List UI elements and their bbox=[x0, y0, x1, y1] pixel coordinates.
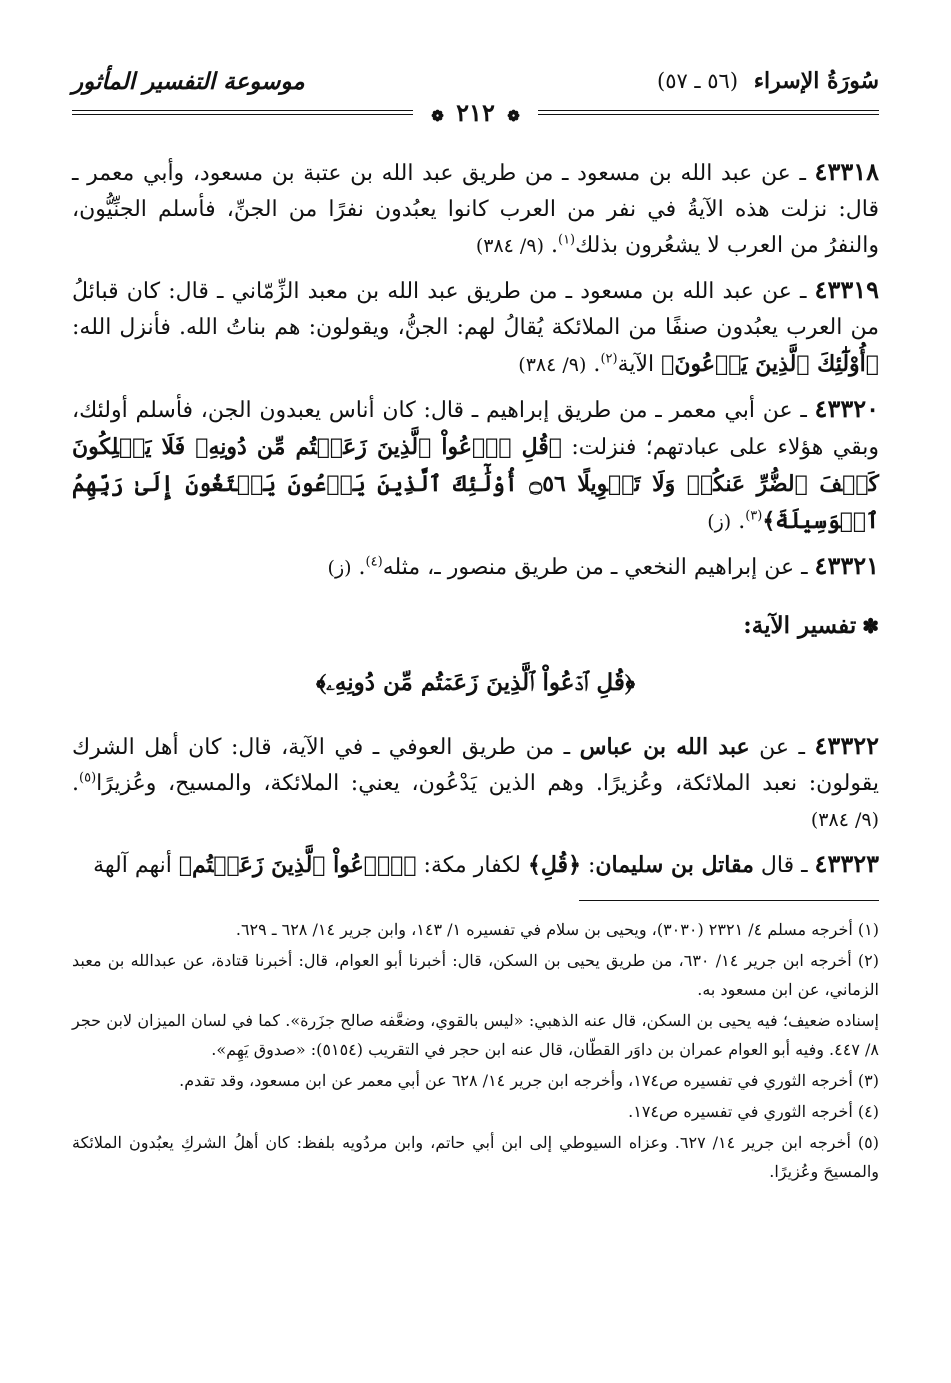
footnote: إسناده ضعيف؛ فيه يحيى بن السكن، قال عنه الذهبي: «ليس بالقوي، وضعَّفه صالح جزَرة». كما في لسان الميزان لابن حجر ٨/ ٤٤٧. وفيه أبو العوام عمران بن داوَر القطّان، قال عنه ابن حجر في التقريب (٥١٥٤): «صدوق يَهِم». bbox=[72, 1011, 879, 1059]
footnote-ref: (٤) bbox=[365, 554, 383, 570]
narration-entry: ٤٣٣١٨ ـ عن عبد الله بن مسعود ـ من طريق عبد الله بن عتبة بن مسعود، وأبي معمر ـ قال: نزلت هذه الآيةُ في نفر من العرب كانوا يعبُدون نفرًا من الجنِّ، فأسلم الجنِّيُّون، والنفرُ من العرب لا يشعُرون بذلك$^{(١)}$. (٩/ ٣٨٤) bbox=[72, 157, 879, 258]
quran-verse: ﴿أُوْلَٰٓئِكَ ٱلَّذِينَ يَدۡعُونَ﴾ bbox=[661, 351, 879, 377]
entry-text: ـ عن عبد الله بن مسعود ـ من طريق عبد الله بن معبد الزِّمّاني ـ قال: كان قبائلُ من العرب يعبُدون صنفًا من الملائكة يُقالُ لهم: الجنُّ، ويقولون: هم بناتُ الله. فأنزل الله: bbox=[72, 279, 880, 340]
surah-ayah-range: (٥٦ ـ ٥٧) bbox=[656, 69, 739, 93]
page-body bbox=[72, 154, 879, 1186]
section-title: تفسير الآية: bbox=[743, 612, 857, 639]
volume-reference: (٩/ ٣٨٤) bbox=[518, 354, 587, 376]
footnote: (٤) أخرجه الثوري في تفسيره ص١٧٤. bbox=[628, 1102, 879, 1121]
narration-entry: ٤٣٣٢٣ ـ قال مقاتل بن سليمان: ﴿قُلِ﴾ لكفار مكة: ﴿ٱدۡعُواْ ٱلَّذِينَ زَعَمۡتُم﴾ أنهم آلهة bbox=[93, 849, 879, 878]
footnote: (٥) أخرجه ابن جرير ١٤/ ٦٢٧. وعزاه السيوطي إلى ابن أبي حاتم، وابن مردُويه بلفظ: كان أهلُ الشركِ يعبُدون الملائكة والمسيحَ وعُزيرًا. bbox=[72, 1133, 879, 1181]
entry-number: ٤٣٣١٨ bbox=[814, 157, 879, 186]
ornament-icon: ❁ bbox=[507, 107, 520, 125]
entry-text: ـ عن أبي معمر ـ من طريق إبراهيم ـ قال: كان أناس يعبدون الجن، فأسلم أولئك، وبقي هؤلاء على عبادتهم؛ فنزلت: bbox=[72, 398, 879, 460]
footnote-ref: (١) bbox=[557, 232, 576, 248]
narration-entry: ٤٣٣٢٠ ـ عن أبي معمر ـ من طريق إبراهيم ـ قال: كان أناس يعبدون الجن، فأسلم أولئك، وبقي هؤلاء على عبادتهم؛ فنزلت: ﴿قُلِ ٱدۡعُواْ ٱلَّذِينَ زَعَمۡتُم مِّن دُونِهِۦ فَلَا يَمۡلِكُونَ كَشۡفَ ٱلضُّرِّ عَنكُمۡ وَلَا تَحۡوِيلًا ۝٥٦ أُوْلَٰٓئِكَ ٱلَّذِينَ يَدۡعُونَ يَبۡتَغُونَ إِلَىٰ رَبِّهِمُ ٱلۡوَسِيلَةَ﴾$^{(٣)}$. (ز) bbox=[72, 394, 880, 534]
narration-entry: ٤٣٣٢٢ ـ عن عبد الله بن عباس ـ من طريق العوفي ـ في الآية، قال: كان أهل الشرك يقولون: نعبد الملائكة، وعُزيرًا. وهم الذين يَدْعُون، يعني: الملائكة، والمسيح، وعُزيرًا$^{(٥)}$. (٩/ ٣٨٤) bbox=[72, 731, 879, 831]
volume-reference: (ز) bbox=[707, 511, 732, 533]
quran-verse: ﴿قُلِ ٱدۡعُواْ ٱلَّذِينَ زَعَمۡتُم مِّن دُونِهِۦ فَلَا يَمۡلِكُونَ كَشۡفَ ٱلضُّرِّ عَنكُمۡ وَلَا تَحۡوِيلًا ۝٥٦ أُوْلَٰٓئِكَ ٱلَّذِينَ يَدۡعُونَ يَبۡتَغُونَ إِلَىٰ رَبِّهِمُ ٱلۡوَسِيلَةَ﴾ bbox=[72, 434, 880, 534]
running-header bbox=[72, 60, 879, 127]
footnote-ref: (٥) bbox=[79, 770, 97, 786]
entry-text: ـ عن عبد الله بن مسعود ـ من طريق عبد الله بن عتبة بن مسعود، وأبي معمر ـ قال: نزلت هذه الآيةُ في نفر من العرب كانوا يعبُدون نفرًا من الجنِّ، فأسلم الجنِّيُّون، والنفرُ من العرب لا يشعُرون بذلك bbox=[72, 161, 879, 258]
volume-reference: (٩/ ٣٨٤) bbox=[810, 809, 879, 831]
volume-reference: (ز) bbox=[327, 557, 352, 579]
flower-icon: ✽ bbox=[862, 614, 879, 638]
entry-number: ٤٣٣٢٢ bbox=[814, 731, 879, 760]
page bbox=[72, 60, 879, 1363]
narrator-name: عبد الله بن عباس bbox=[579, 734, 750, 760]
page-number-box bbox=[413, 98, 538, 127]
surah-title: سُورَةُ الإسراء bbox=[753, 68, 879, 94]
footnote-ref: (٣) bbox=[745, 508, 763, 524]
narration-entry: ٤٣٣٢١ ـ عن إبراهيم النخعي ـ من طريق منصور ـ، مثله$^{(٤)}$. (ز) bbox=[327, 551, 879, 580]
footnote: (١) أخرجه مسلم ٤/ ٢٣٢١ (٣٠٣٠)، ويحيى بن سلام في تفسيره ١/ ١٤٣، وابن جرير ١٤/ ٦٢٨ ـ ٦٢٩. bbox=[235, 920, 879, 939]
page-number: ٢١٢ bbox=[456, 98, 495, 127]
entry-number: ٤٣٣٢٠ bbox=[814, 394, 879, 423]
volume-reference: (٩/ ٣٨٤) bbox=[475, 235, 544, 257]
quran-verse: ﴿ٱدۡعُواْ ٱلَّذِينَ زَعَمۡتُم﴾ bbox=[178, 852, 417, 878]
footnote-separator bbox=[579, 900, 879, 901]
narration-entry: ٤٣٣١٩ ـ عن عبد الله بن مسعود ـ من طريق عبد الله بن معبد الزِّمّاني ـ قال: كان قبائلُ من العرب يعبُدون صنفًا من الملائكة يُقالُ لهم: الجنُّ، ويقولون: هم بناتُ الله. فأنزل الله: ﴿أُوْلَٰٓئِكَ ٱلَّذِينَ يَدۡعُونَ﴾ الآية$^{(٢)}$. (٩/ ٣٨٤) bbox=[72, 275, 880, 377]
footnote-ref: (٢) bbox=[600, 351, 618, 367]
narrator-name: مقاتل بن سليمان bbox=[595, 852, 754, 878]
section-verse: ﴿قُلِ ٱدۡعُواْ ٱلَّذِينَ زَعَمۡتُم مِّن دُونِهِۦ﴾ bbox=[315, 669, 636, 696]
footnotes bbox=[72, 915, 879, 1186]
entry-number: ٤٣٣١٩ bbox=[814, 275, 879, 304]
surah-header bbox=[657, 68, 879, 94]
entry-text: ـ من طريق العوفي ـ في الآية، قال: كان أهل الشرك يقولون: نعبد الملائكة، وعُزيرًا. وهم الذين يَدْعُون، يعني: الملائكة، والمسيح، وعُزيرًا bbox=[72, 735, 879, 796]
section-heading bbox=[72, 612, 879, 639]
quran-verse: ﴿قُلِ﴾ bbox=[528, 852, 581, 878]
ornament-icon: ❁ bbox=[431, 107, 444, 125]
entry-text: أنهم آلهة bbox=[93, 853, 179, 878]
entry-text: ـ عن إبراهيم النخعي ـ من طريق منصور ـ، مثله bbox=[382, 555, 815, 580]
footnote: (٢) أخرجه ابن جرير ١٤/ ٦٣٠، من طريق يحيى بن السكن، قال: أخبرنا أبو العوام، قال: أخبرنا قتادة، عن عبدالله بن معبد الزماني، عن ابن مسعود به. bbox=[72, 951, 880, 999]
footnote: (٣) أخرجه الثوري في تفسيره ص١٧٤، وأخرجه ابن جرير ١٤/ ٦٢٨ عن أبي معمر عن ابن مسعود، وقد تقدم. bbox=[179, 1071, 879, 1090]
entry-number: ٤٣٣٢١ bbox=[814, 551, 879, 580]
book-title: موسوعة التفسير المأثور bbox=[72, 68, 305, 95]
entry-number: ٤٣٣٢٣ bbox=[814, 849, 879, 878]
